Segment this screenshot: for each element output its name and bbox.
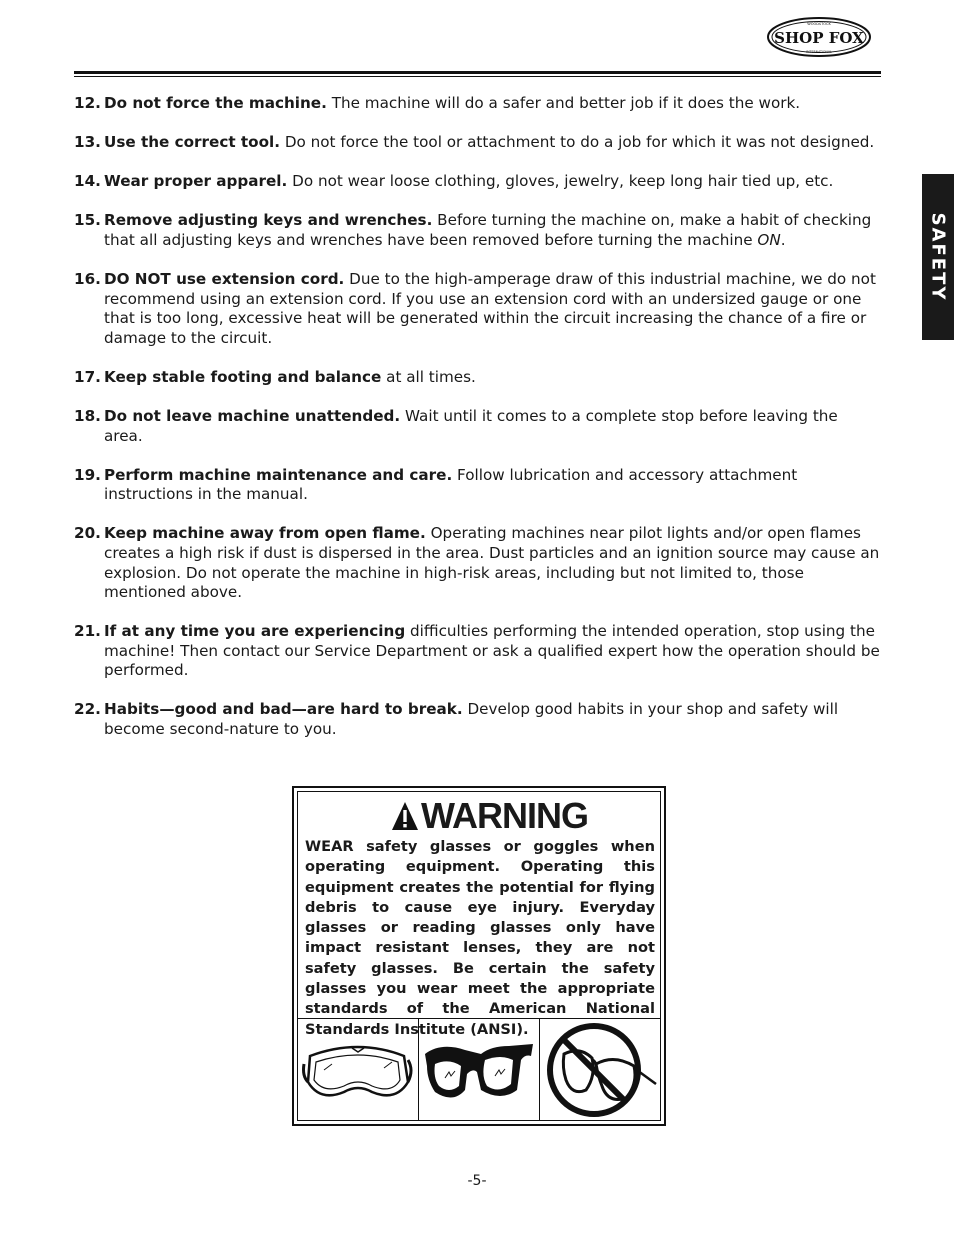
- rule-text: difficulties performing the intended operation, stop using the machine! Then contact our Service Department or ask a qualified expert how the operation should be performed.: [104, 622, 880, 680]
- warning-triangle-icon: [391, 801, 419, 831]
- rule-lead: Keep machine away from open flame.: [104, 524, 426, 543]
- rule-item: [74, 94, 880, 114]
- rule-number: 21.: [74, 622, 101, 641]
- rule-lead: Do not leave machine unattended.: [104, 406, 401, 425]
- rule-number: 15.: [74, 211, 101, 230]
- rule-item: [74, 700, 880, 739]
- rule-number: 12.: [74, 94, 101, 112]
- rule-item: [74, 466, 880, 505]
- svg-text:SHOP FOX: SHOP FOX: [774, 29, 864, 47]
- eyewear-images: [298, 1018, 660, 1120]
- rule-lead: Do not force the machine.: [104, 94, 327, 112]
- rule-lead: Wear proper apparel.: [104, 172, 288, 191]
- rule-number: 13.: [74, 133, 101, 152]
- rule-lead: If at any time you are experiencing: [104, 622, 406, 641]
- rule-text: Do not wear loose clothing, gloves, jewelry, keep long hair tied up, etc.: [287, 172, 834, 191]
- safety-glasses-icon: [421, 1020, 537, 1120]
- rule-lead: Habits—good and bad—are hard to break.: [104, 700, 463, 719]
- rule-lead: Keep stable footing and balance: [104, 367, 382, 386]
- rule-lead: DO NOT use extension cord.: [104, 269, 345, 288]
- shop-fox-logo: [766, 16, 872, 58]
- safety-side-tab: [922, 174, 954, 340]
- rule-text: Wait until it comes to a complete stop before leaving the area.: [104, 406, 838, 445]
- rule-text: at all times.: [381, 367, 476, 386]
- rule-text: Develop good habits in your shop and safety will become second-nature to you.: [104, 700, 839, 739]
- rule-lead: Remove adjusting keys and wrenches.: [104, 211, 433, 230]
- safety-rules-list: [74, 94, 880, 759]
- header-rule: [74, 71, 881, 74]
- rule-number: 14.: [74, 172, 101, 191]
- rule-item: [74, 270, 880, 348]
- rule-text: Follow lubrication and accessory attachment instructions in the manual.: [104, 465, 798, 504]
- rule-number: 18.: [74, 406, 101, 425]
- safety-goggles-icon: [300, 1020, 416, 1120]
- rule-item: [74, 622, 880, 681]
- svg-text:WOODSTOCK: WOODSTOCK: [807, 22, 831, 26]
- page-number: -5-: [467, 1173, 487, 1189]
- warning-text: WEAR safety glasses or goggles when operating equipment. Operating this equipment creates the potential for flying debris to cause eye injury. Everyday glasses or reading glasses only have impact resistant lenses, they are not safety glasses. Be certain the safety glasses you wear meet the appropriate standards of the American National Standards Institute (ANSI).: [305, 838, 655, 1038]
- side-tab-label: SAFETY: [927, 212, 949, 302]
- rule-item: [74, 368, 880, 388]
- safety-glasses-panel: [419, 1019, 540, 1120]
- reading-glasses-panel: [540, 1019, 660, 1120]
- rule-number: 20.: [74, 524, 101, 543]
- svg-text:INTERNATIONAL: INTERNATIONAL: [806, 50, 832, 54]
- goggles-panel: [298, 1019, 419, 1120]
- rule-lead: Perform machine maintenance and care.: [104, 465, 453, 484]
- rule-text: The machine will do a safer and better job if it does the work.: [326, 94, 801, 112]
- rule-text-tail: .: [780, 230, 786, 249]
- rule-item: [74, 211, 880, 250]
- rule-number: 17.: [74, 367, 101, 386]
- warning-title: [391, 796, 588, 836]
- rule-item: [74, 133, 880, 153]
- rule-lead: Use the correct tool.: [104, 133, 280, 152]
- rule-text: Do not force the tool or attachment to do a job for which it was not designed.: [280, 133, 875, 152]
- rule-number: 19.: [74, 465, 101, 484]
- rule-item: [74, 407, 880, 446]
- rule-text-italic: ON: [757, 230, 781, 249]
- no-reading-glasses-icon: [542, 1020, 658, 1120]
- rule-text: Due to the high-amperage draw of this industrial machine, we do not recommend using an extension cord. If you use an extension cord with an undersized gauge or one that is too long, excessive heat will be generated within the circuit increasing the chance of a fire or damage to the circuit.: [104, 269, 876, 347]
- rule-item: [74, 524, 880, 602]
- rule-text: Before turning the machine on, make a habit of checking that all adjusting keys and wrenches have been removed before turning the machine: [104, 211, 872, 249]
- rule-number: 16.: [74, 269, 101, 288]
- warning-box: [292, 786, 666, 1126]
- rule-item: [74, 172, 880, 192]
- rule-number: 22.: [74, 700, 101, 719]
- warning-title-text: WARNING: [421, 795, 588, 836]
- header-rule-thin: [74, 76, 881, 77]
- rule-text: Operating machines near pilot lights and/or open flames creates a high risk if dust is dispersed in the area. Dust particles and an ignition source may cause an explosion. Do not operate the machine in high-risk areas, including but not limited to, those mentioned above.: [104, 524, 880, 602]
- warning-inner-frame: [297, 791, 661, 1121]
